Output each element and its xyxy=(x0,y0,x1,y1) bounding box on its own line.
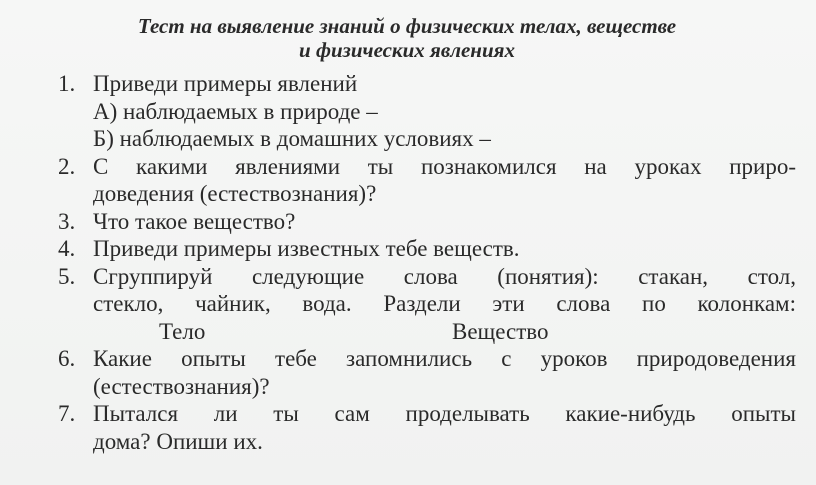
question-text-line: Приведи примеры явлений xyxy=(93,71,358,96)
question-number: 7. xyxy=(58,401,76,426)
question-2 xyxy=(58,153,796,208)
question-6 xyxy=(58,345,796,400)
question-list xyxy=(58,70,796,455)
column-header-body: Тело xyxy=(159,318,206,344)
page-title xyxy=(58,14,796,62)
question-1 xyxy=(58,70,796,153)
question-text-line: дома? Опиши их. xyxy=(93,428,263,454)
question-subitem-b: Б) наблюдаемых в домашних условиях – xyxy=(93,126,491,151)
column-header-substance: Вещество xyxy=(452,318,549,344)
question-text-line: Что такое вещество? xyxy=(93,208,296,234)
question-text-line: стекло, чайник, вода. Раздели эти слова по колонкам: xyxy=(93,291,796,316)
question-number: 1. xyxy=(58,71,76,96)
question-5 xyxy=(58,263,796,346)
question-text-line: С какими явлениями ты познакомился на уроках приро- xyxy=(93,153,796,179)
title-line-1: Тест на выявление знаний о физических телах, веществе xyxy=(137,14,677,38)
question-3 xyxy=(58,208,796,236)
question-number: 4. xyxy=(58,236,76,261)
question-7 xyxy=(58,400,796,455)
question-number: 6. xyxy=(58,346,76,371)
question-text-line: Какие опыты тебе запомнились с уроков природоведения xyxy=(93,346,796,371)
column-headers xyxy=(93,318,796,346)
question-text-line: Приведи примеры известных тебе веществ. xyxy=(93,236,520,261)
question-number: 5. xyxy=(58,263,76,289)
question-text-line: Сгруппируй следующие слова (понятия): стакан, стол, xyxy=(93,263,796,289)
question-number: 3. xyxy=(58,208,76,234)
question-number: 2. xyxy=(58,153,76,179)
question-text-line: Пытался ли ты сам проделывать какие-нибудь опыты xyxy=(93,401,796,426)
question-text-line: доведения (естествознания)? xyxy=(93,181,377,206)
question-4 xyxy=(58,235,796,263)
question-text-line: (естествознания)? xyxy=(93,373,270,399)
title-line-2: и физических явлениях xyxy=(299,38,515,62)
question-subitem-a: А) наблюдаемых в природе – xyxy=(93,98,378,124)
